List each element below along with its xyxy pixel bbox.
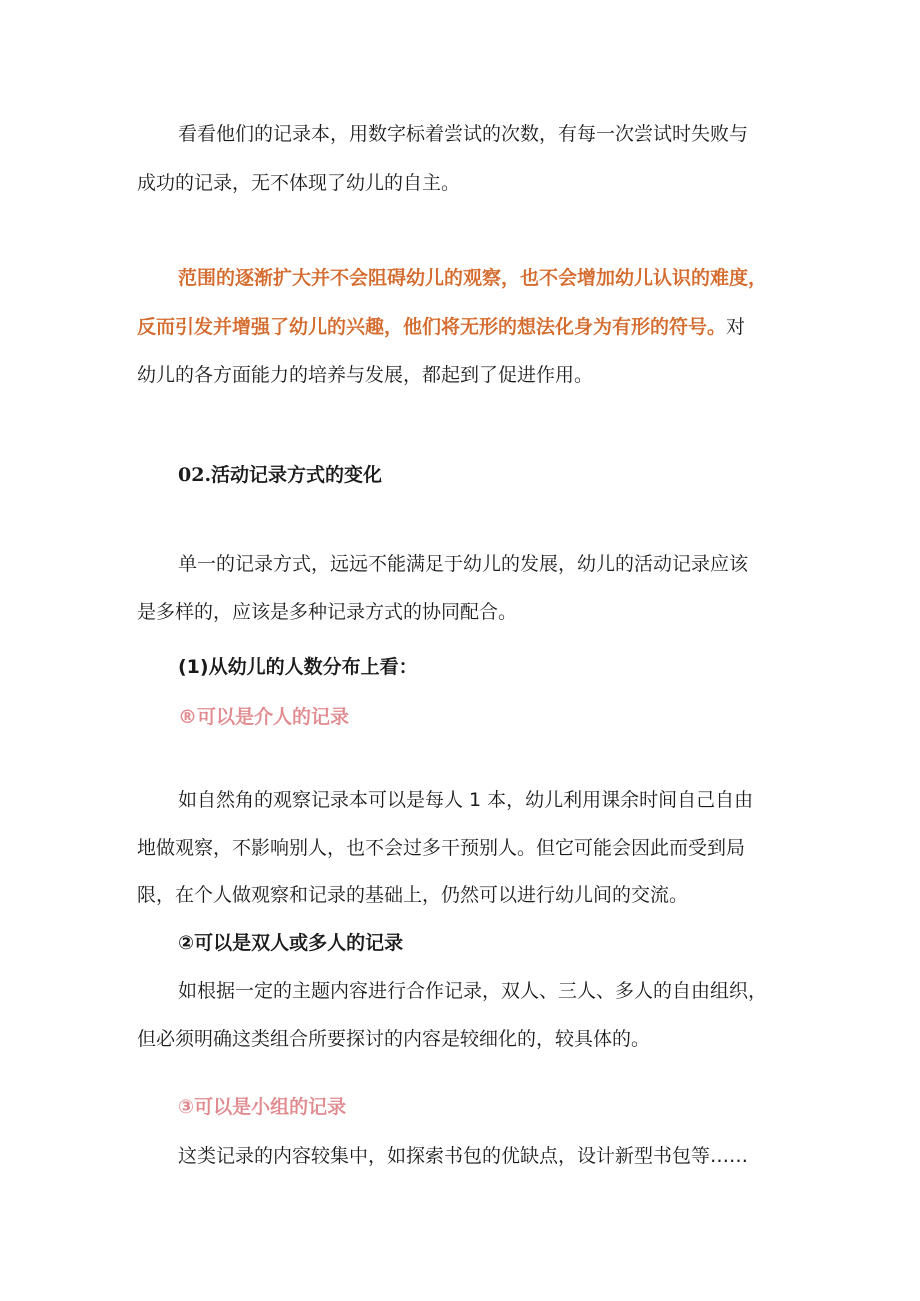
item-2-line-1: 如根据一定的主题内容进行合作记录，双人、三人、多人的自由组织， — [178, 980, 768, 1002]
paragraph-1-line-1: 看看他们的记录本，用数字标着尝试的次数，有每一次尝试时失败与 — [178, 123, 749, 145]
item-1-line-3: 限，在个人做观察和记录的基础上，仍然可以进行幼儿间的交流。 — [137, 884, 689, 906]
paragraph-3-line-1: 单一的记录方式，远远不能满足于幼儿的发展，幼儿的活动记录应该 — [178, 553, 749, 575]
paragraph-1-line-2: 成功的记录，无不体现了幼儿的自主。 — [137, 172, 461, 194]
paragraph-2-line-1-highlight: 范围的逐渐扩大并不会阻碍幼儿的观察，也不会增加幼儿认识的难度， — [178, 267, 768, 289]
paragraph-2-line-2-rest: 对 — [726, 316, 746, 338]
item-1-line-2: 地做观察，不影响别人，也不会过多干预别人。但它可能会因此而受到局 — [137, 837, 746, 859]
paragraph-2-line-2 — [137, 314, 745, 340]
item-1-title: ®可以是介人的记录 — [178, 706, 350, 728]
item-3-line-1: 这类记录的内容较集中，如探索书包的优缺点，设计新型书包等…… — [178, 1145, 749, 1167]
item-3-title: ③可以是小组的记录 — [178, 1096, 347, 1118]
item-2-line-2: 但必须明确这类组合所要探讨的内容是较细化的，较具体的。 — [137, 1028, 651, 1050]
item-1-line-1: 如自然角的观察记录本可以是每人 1 本，幼儿利用课余时间自己自由 — [178, 789, 754, 811]
paragraph-2-line-2-highlight: 反而引发并增强了幼儿的兴趣，他们将无形的想法化身为有形的符号。 — [137, 316, 727, 338]
sub-heading: (1)从幼儿的人数分布上看： — [178, 656, 418, 678]
section-heading: 02.活动记录方式的变化 — [178, 464, 383, 486]
paragraph-3-line-2: 是多样的，应该是多种记录方式的协同配合。 — [137, 601, 518, 623]
paragraph-2-line-3: 幼儿的各方面能力的培养与发展，都起到了促进作用。 — [137, 364, 594, 386]
item-2-title: ②可以是双人或多人的记录 — [178, 932, 404, 954]
